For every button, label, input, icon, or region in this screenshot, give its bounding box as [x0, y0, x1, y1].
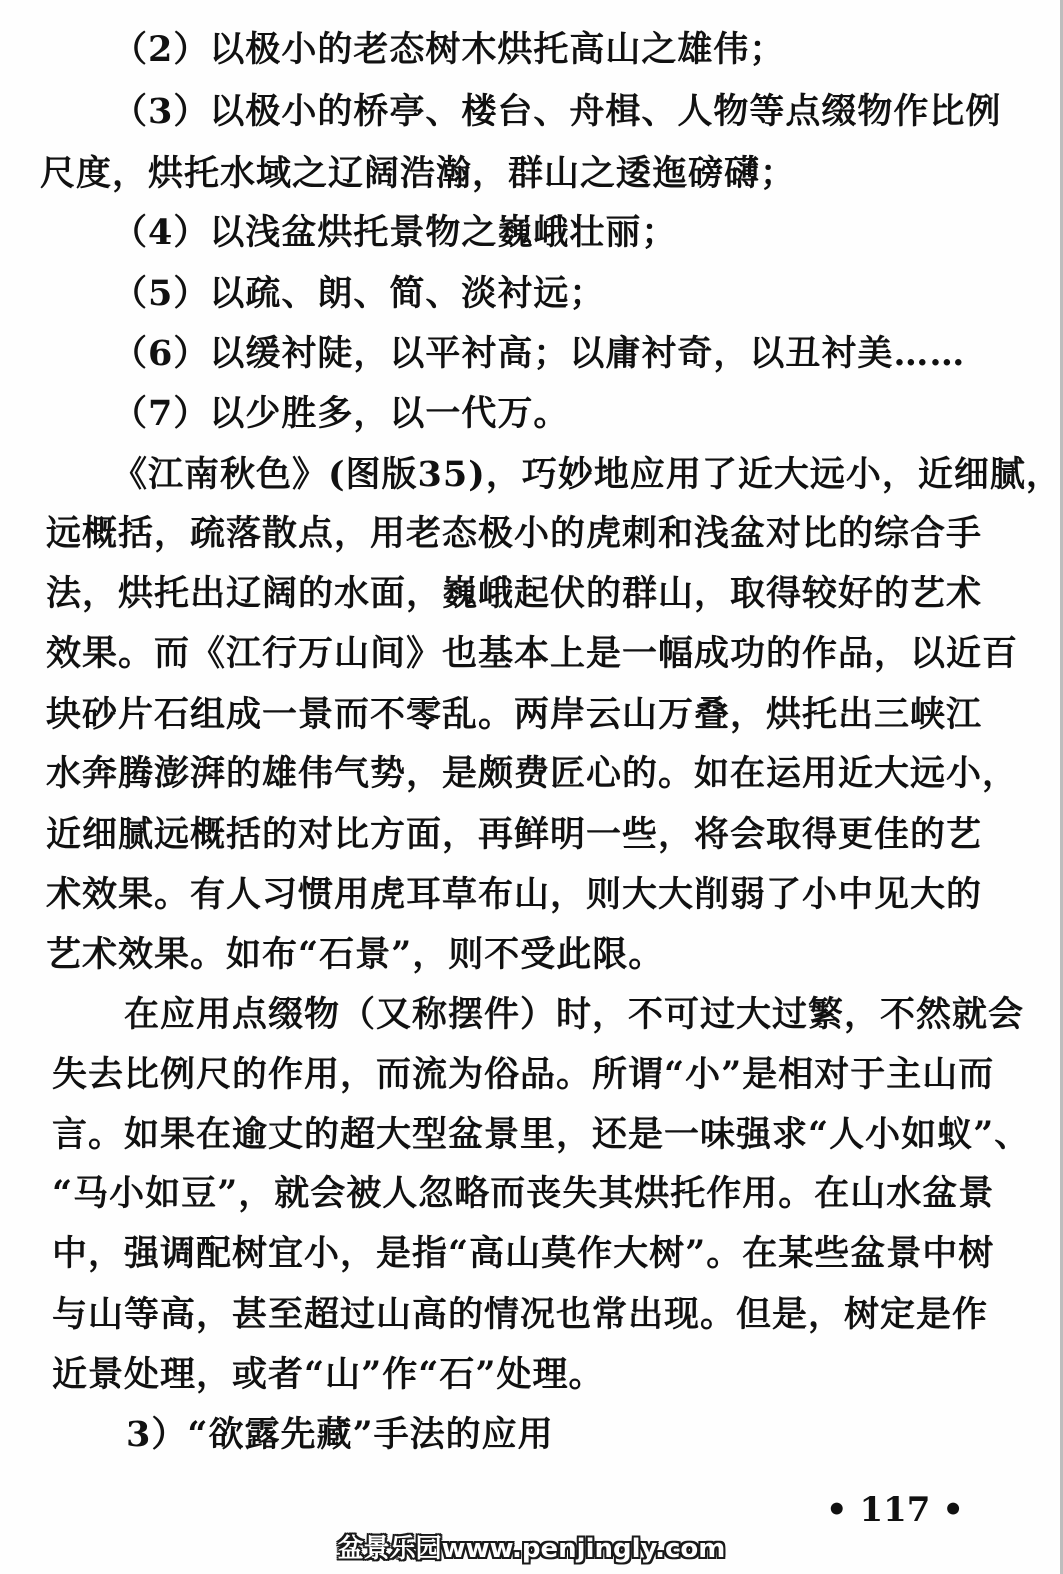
text-line: （4）以浅盆烘托景物之巍峨壮丽；: [112, 212, 678, 253]
text-line: 言。如果在逾丈的超大型盆景里，还是一味强求“人小如蚁”、: [52, 1114, 1031, 1155]
site-watermark: 盆景乐园www.penjingly.com: [337, 1534, 726, 1564]
text-line: 法，烘托出辽阔的水面，巍峨起伏的群山，取得较好的艺术: [46, 573, 983, 614]
text-line: （6）以缓衬陡，以平衬高；以庸衬奇，以丑衬美……: [112, 333, 966, 374]
text-line: （2）以极小的老态树木烘托高山之雄伟；: [112, 29, 786, 70]
text-line: 尺度，烘托水域之辽阔浩瀚，群山之逶迤磅礴；: [40, 153, 797, 194]
text-line: 近细腻远概括的对比方面，再鲜明一些，将会取得更佳的艺: [46, 814, 983, 855]
text-line: 与山等高，甚至超过山高的情况也常出现。但是，树定是作: [52, 1294, 989, 1335]
text-line: 远概括，疏落散点，用老态极小的虎刺和浅盆对比的综合手: [46, 513, 983, 554]
text-line: 块砂片石组成一景而不零乱。两岸云山万叠，烘托出三峡江: [46, 694, 983, 735]
text-line: （3）以极小的桥亭、楼台、舟楫、人物等点缀物作比例: [112, 91, 1002, 132]
text-line: 在应用点缀物（又称摆件）时，不可过大过繁，不然就会: [124, 994, 1025, 1035]
section-heading: 3）“欲露先藏”手法的应用: [126, 1414, 554, 1455]
text-line: 水奔腾澎湃的雄伟气势，是颇费匠心的。如在运用近大远小，: [46, 753, 1019, 794]
text-line: 艺术效果。如布“石景”，则不受此限。: [46, 934, 665, 975]
text-line: 中，强调配树宜小，是指“高山莫作大树”。在某些盆景中树: [52, 1233, 995, 1274]
text-line: 效果。而《江行万山间》也基本上是一幅成功的作品，以近百: [46, 633, 1019, 674]
text-line: 近景处理，或者“山”作“石”处理。: [52, 1354, 605, 1395]
text-line: 失去比例尺的作用，而流为俗品。所谓“小”是相对于主山而: [52, 1054, 995, 1095]
text-line: 《江南秋色》(图版35)，巧妙地应用了近大远小，近细腻，: [112, 454, 1062, 495]
text-line: （7）以少胜多，以一代万。: [112, 393, 570, 434]
text-line: （5）以疏、朗、简、淡衬远；: [112, 273, 606, 314]
text-line: “马小如豆”，就会被人忽略而丧失其烘托作用。在山水盆景: [52, 1173, 995, 1214]
text-line: 术效果。有人习惯用虎耳草布山，则大大削弱了小中见大的: [46, 874, 983, 915]
page-number: • 117 •: [825, 1490, 964, 1530]
